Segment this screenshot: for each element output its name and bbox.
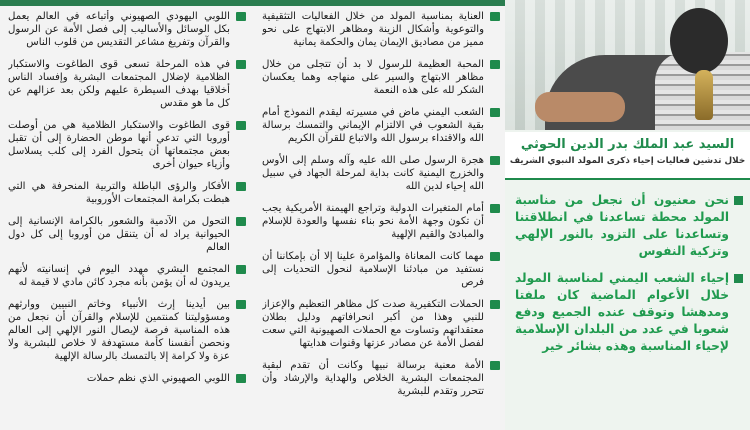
middle-paragraph: [262, 298, 502, 350]
square-bullet-icon: [734, 274, 743, 283]
middle-paragraph-text: المحبة العظيمة للرسول لا بد أن تتجلى من خلال مظاهر الابتهاج والسير على منهاجه وهما يعكسان الشكر لله على هذه النعمة: [262, 59, 484, 96]
middle-paragraph-text: الحملات التكفيرية صدت كل مظاهر التعظيم والإعزاز للنبي وهذا من أكبر انحرافاتهم ودليل بطلان معتقداتهم وتساوت مع الحملات الصهيونية التي سعت لفصل الأمة عن مصادر عزتها وقنوات هدايتها: [262, 299, 484, 349]
left-paragraph: [8, 58, 248, 110]
speaker-caption: خلال تدشين فعاليات إحياء ذكرى المولد النبوي الشريف: [509, 156, 746, 166]
square-bullet-icon: [490, 252, 500, 261]
middle-paragraph: [262, 154, 502, 193]
left-paragraph-text: اللوبي الصهيوني الذي نظم حملات: [86, 373, 230, 384]
square-bullet-icon: [490, 300, 500, 309]
highlight-quote: [515, 192, 743, 260]
middle-paragraph: [262, 250, 502, 289]
left-paragraph-text: المجتمع البشري مهدد اليوم في إنسانيته لأنهم يريدون له أن يؤمن بأنه مجرد كائن مادي لا قيمة له: [8, 264, 230, 288]
square-bullet-icon: [490, 204, 500, 213]
middle-text-column: [262, 10, 502, 430]
middle-paragraph: [262, 10, 502, 49]
highlight-quote-text: إحياء الشعب اليمني لمناسبة المولد خلال الأعوام الماضية كان ملفتا ومدهشا وتوقف عنده الجميع ودفع شعوبا في عدد من البلدان الإسلامية لإحياء المناسبة وهذه بشائر خير: [515, 271, 729, 353]
middle-paragraph-text: الأمة معنية برسالة نبيها وكانت أن تقدم لبقية المجتمعات البشرية الخلاص والهداية والإرشاد وأن تتحرر وتقدم للبشرية: [262, 360, 484, 397]
square-bullet-icon: [236, 60, 246, 69]
photo-figure-head: [670, 8, 728, 74]
square-bullet-icon: [236, 121, 246, 130]
left-paragraph: [8, 372, 248, 385]
middle-paragraph-text: مهما كانت المعاناة والمؤامرة علينا إلا أن بإمكاننا أن نستفيد من مبادئنا الإسلامية لنحول التحديات إلى فرص: [262, 251, 484, 288]
speaker-name: السيد عبد الملك بدر الدين الحوثي: [520, 137, 735, 152]
left-paragraph: [8, 263, 248, 289]
square-bullet-icon: [734, 196, 743, 205]
square-bullet-icon: [236, 182, 246, 191]
middle-paragraph: [262, 58, 502, 97]
square-bullet-icon: [490, 156, 500, 165]
left-paragraph-text: الأفكار والرؤى الباطلة والتربية المنحرفة هي التي هبطت بكرامة المجتمعات الأوروبية: [8, 181, 230, 205]
square-bullet-icon: [236, 12, 246, 21]
square-bullet-icon: [490, 12, 500, 21]
left-paragraph: [8, 298, 248, 363]
square-bullet-icon: [490, 60, 500, 69]
left-paragraph-text: اللوبي اليهودي الصهيوني وأتباعه في العالم يعمل بكل الوسائل والأساليب إلى فصل الأمة عن الرسول والقرآن وتفريغ مشاعر التقديس من قلوب الناس: [8, 11, 230, 48]
speaker-caption-box: [505, 132, 750, 180]
left-paragraph-text: قوى الطاغوت والاستكبار الظلامية هي من أوصلت أوروبا التي تدعي أنها موطن الحضارة إلى أن تقبل بعض مجتمعاتها أن يتحول الفرد إلى كلب يسلاسل وأزياء حيوان أخرى: [8, 120, 230, 170]
square-bullet-icon: [236, 217, 246, 226]
left-paragraph: [8, 180, 248, 206]
middle-paragraph: [262, 202, 502, 241]
speaker-photo: [505, 0, 750, 130]
left-text-column: [8, 10, 248, 430]
square-bullet-icon: [490, 361, 500, 370]
square-bullet-icon: [236, 300, 246, 309]
left-paragraph: [8, 215, 248, 254]
left-paragraph-text: بين أيدينا إرث الأنبياء وخاتم النبيين ووارثهم ومسؤوليتنا كمنتمين للإسلام والقرآن أن نجعل من هذه المناسبة فرصة لإيصال النور الإلهي إلى العالم ونحصن أنفسنا كأمة مستهدفة لا خلاص للبشرية ولا عزة ولا كرامة إلا بالتمسك بالرسالة الإلهية: [8, 299, 230, 362]
middle-paragraph: [262, 359, 502, 398]
square-bullet-icon: [490, 108, 500, 117]
photo-hands: [535, 92, 625, 122]
middle-paragraph-text: الشعب اليمني ماض في مسيرته ليقدم النموذج أمام بقية الشعوب في الالتزام الإيماني والتمسك برسالة الله والاقتداء برسول الله والاتباع للقرآن الكريم: [262, 107, 484, 144]
square-bullet-icon: [236, 265, 246, 274]
right-column: [505, 0, 750, 430]
left-paragraph: [8, 119, 248, 171]
middle-paragraph: [262, 106, 502, 145]
left-paragraph: [8, 10, 248, 49]
highlight-quotes: [515, 192, 743, 430]
middle-paragraph-text: العناية بمناسبة المولد من خلال الفعاليات التثقيفية والتوعوية وأشكال الزينة ومظاهر الابتهاج على نحو مميز من مصاديق الإيمان يمان والحكمة يمانية: [262, 11, 484, 48]
middle-paragraph-text: أمام المتغيرات الدولية وتراجع الهيمنة الأمريكية يجب أن تكون وجهة الأمة نحو بناء نفسها والعودة للإسلام والمبادئ والقيم الإلهية: [262, 203, 484, 240]
highlight-quote: [515, 270, 743, 355]
left-paragraph-text: في هذه المرحلة تسعى قوى الطاغوت والاستكبار الظلامية لإضلال المجتمعات البشرية وإفساد الناس أخلاقيا بهدف السيطرة عليهم ولكن بعد عزالهم عن كل ما هو مقدس: [8, 59, 230, 109]
photo-dagger: [695, 70, 713, 120]
highlight-quote-text: نحن معنيون أن نجعل من مناسبة المولد محطة تساعدنا في انطلاقتنا وتساعدنا على التزود بالنور الإلهي وتزكية النفوس: [515, 193, 729, 258]
top-accent-bar: [0, 0, 505, 6]
middle-paragraph-text: هجرة الرسول صلى الله عليه وآله وسلم إلى الأوس والخزرج اليمنية كانت بداية لمرحلة الجهاد في سبيل الله إحياء لدين الله: [262, 155, 484, 192]
left-paragraph-text: التحول من الآدمية والشعور بالكرامة الإنسانية إلى الحيوانية يراد له أن يتنقل من أوروبا إلى كل دول العالم: [8, 216, 230, 253]
square-bullet-icon: [236, 374, 246, 383]
